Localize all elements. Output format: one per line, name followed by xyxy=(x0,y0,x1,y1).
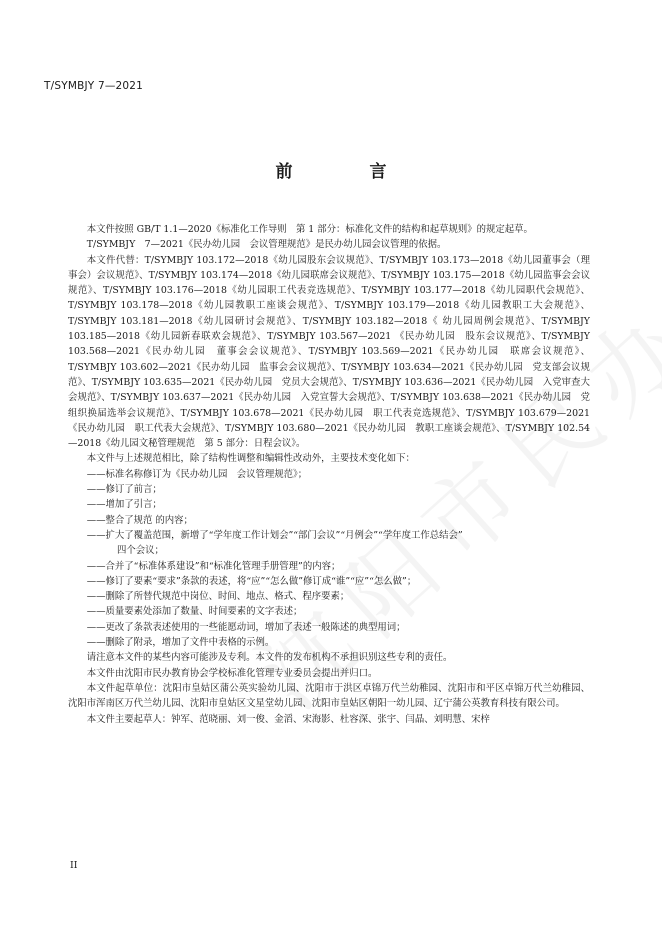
paragraph: 本文件由沈阳市民办教育协会学校标准化管理专业委员会提出并归口。 xyxy=(86,667,378,679)
paragraph: T/SYMBJY 7—2021《民办幼儿园 会议管理规范》是民办幼儿园会议管理的依据。 xyxy=(86,239,447,251)
change-item: ——合并了“标准体系建设”和“标准化管理手册管理”的内容； xyxy=(86,560,341,572)
change-item: ——扩大了覆盖范围，新增了“学年度工作计划会”“部门会议”“月例会”“学年度工作总结会” xyxy=(86,529,463,541)
paragraph: 本文件主要起草人：钟军、范晓丽、刘一俊、金滔、宋海影、杜容深、张宇、闫晶、刘明慧、宋梓 xyxy=(86,713,490,725)
change-item: ——更改了条款表述使用的一些能愿动词，增加了表述一般陈述的典型用词； xyxy=(86,621,406,633)
paragraph: 本文件起草单位：沈阳市皇姑区蒲公英实验幼儿园、沈阳市于洪区卓锦万代兰幼稚园、沈阳市和平区卓锦万代兰幼稚园、沈阳市浑南区万代兰幼儿园、沈阳市皇姑区文星堂幼儿园、沈阳市皇姑区朝阳一幼儿园、辽宁蒲公英教育科技有限公司。 xyxy=(68,682,590,710)
document-body xyxy=(68,222,590,727)
change-item: ——增加了引言； xyxy=(86,499,162,511)
paragraph: 本文件与上述规范相比，除了结构性调整和编辑性改动外，主要技术变化如下： xyxy=(86,453,415,465)
change-item: ——整合了规范 的内容； xyxy=(86,514,193,526)
document-code: T/SYMBJY 7—2021 xyxy=(44,80,144,92)
change-item: ——标准名称修订为《民办幼儿园 会议管理规范》； xyxy=(86,468,308,480)
change-item: ——修订了要素“要求”条款的表述，将“应”“怎么做”修订成“谁”“应”“怎么做”； xyxy=(86,575,417,587)
page-title: 前 言 xyxy=(275,162,417,182)
change-item: ——删除了所替代规范中岗位、时间、地点、格式、程序要素； xyxy=(86,591,350,603)
change-item: ——质量要素处添加了数量、时间要素的文字表述； xyxy=(86,606,303,618)
page-number: II xyxy=(70,860,78,871)
change-item: ——删除了附录，增加了文件中表格的示例。 xyxy=(86,637,275,649)
paragraph: 请注意本文件的某些内容可能涉及专利。本文件的发布机构不承担识别这些专利的责任。 xyxy=(86,652,453,664)
paragraph: 本文件代替：T/SYMBJY 103.172—2018《幼儿园股东会议规范》、T/SYMBJY 103.173—2018《幼儿园董事会（理事会）会议规范》、T/SYMBJY 103.174—2018《幼儿园联席会议规范》、T/SYMBJY 103.175—2018《幼儿园监事会会议规范》、T/SYMBJY 103.176—2018《幼儿园职工代表竞选规范》、T/SYMBJY 103.177—2018《幼儿园职代会规范》、T/SYMBJY 103.178—2018《幼儿园教职工座谈会规范》、T/SYMBJY 103.179—2018《幼儿园教职工大会规范》、T/SYMBJY 103.181—2018《幼儿园研讨会规范》、T/SYMBJY 103.182—2018《 幼儿园周例会规范》、T/SYMBJY 103.185—2018《幼儿园新春联欢会规范》、T/SYMBJY 103.567—2021 《民办幼儿园 股东会议规范》、T/SYMBJY 103.568—2021《民办幼儿园 董事会会议规范》、T/SYMBJY 103.569—2021《民办幼儿园 联席会议规范》、T/SYMBJY 103.602—2021《民办幼儿园 监事会会议规范》、T/SYMBJY 103.634—2021《民办幼儿园 党支部会议规范》、T/SYMBJY 103.635—2021《民办幼儿园 党员大会规范》、T/SYMBJY 103.636—2021《民办幼儿园 入党审查大会规范》、T/SYMBJY 103.637—2021《民办幼儿园 入党宣誓大会规范》、T/SYMBJY 103.638—2021《民办幼儿园 党组织换届选举会议规范》、T/SYMBJY 103.678—2021《民办幼儿园 职工代表竞选规范》、T/SYMBJY 103.679—2021《民办幼儿园 职工代表大会规范》、T/SYMBJY 103.680—2021《民办幼儿园 教职工座谈会规范》、T/SYMBJY 102.54—2018《幼儿园文秘管理规范 第 5 部分：日程会议》。 xyxy=(68,254,590,450)
paragraph: 本文件按照 GB/T 1.1—2020《标准化工作导则 第 1 部分：标准化文件的结构和起草规则》的规定起草。 xyxy=(86,224,533,235)
change-item: ——修订了前言； xyxy=(86,484,162,496)
change-item-continued: 四个会议； xyxy=(117,545,164,557)
